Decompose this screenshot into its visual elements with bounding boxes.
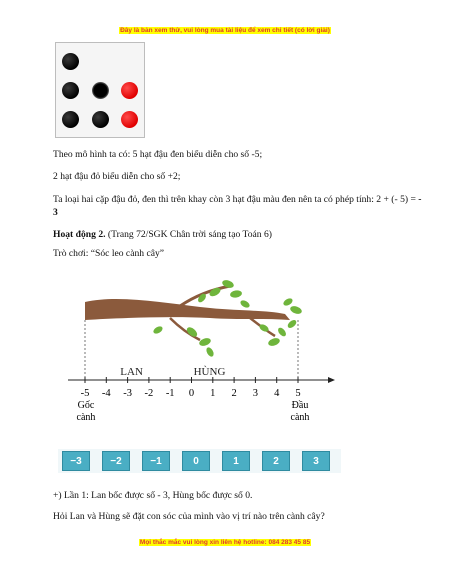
tick-label: 0 bbox=[188, 388, 195, 399]
black-bean bbox=[62, 111, 79, 128]
left-end-label-line1: Gốc bbox=[77, 400, 95, 411]
tick-label: 1 bbox=[210, 388, 216, 399]
number-card: 0 bbox=[182, 451, 210, 471]
black-bean bbox=[62, 82, 79, 99]
tick-label: 4 bbox=[274, 388, 280, 399]
right-end-label-line1: Đầu bbox=[291, 400, 309, 411]
hotline-notice-banner bbox=[0, 539, 450, 546]
tick-label: 3 bbox=[252, 388, 259, 399]
bean-model-tray bbox=[55, 42, 145, 138]
preview-notice-text: Đây là bản xem thử, vui lòng mua tài liệu để xem chi tiết (có lời giải) bbox=[120, 27, 330, 34]
hotline-notice-text: Mọi thắc mắc vui lòng xin liên hệ hotline: 084 283 45 85 bbox=[139, 539, 311, 546]
black-bean bbox=[92, 111, 109, 128]
black-bean bbox=[62, 53, 79, 70]
red-bean bbox=[121, 82, 138, 99]
question-text: Hỏi Lan và Hùng sẽ đặt con sóc của mình vào vị trí nào trên cành cây? bbox=[53, 511, 325, 522]
tick-label: 5 bbox=[295, 388, 301, 399]
paragraph-black-beans: Theo mô hình ta có: 5 hạt đậu đen biểu diễn cho số -5; bbox=[53, 149, 263, 160]
number-card-strip bbox=[58, 449, 341, 473]
number-card: −2 bbox=[102, 451, 130, 471]
number-card: 3 bbox=[302, 451, 330, 471]
tick-label: -3 bbox=[123, 388, 132, 399]
hung-label: HÙNG bbox=[193, 366, 226, 378]
calculation-text: Ta loại hai cặp đậu đỏ, đen thì trên khay còn 3 hạt đậu màu đen nên ta có phép tính: 2 + (- 5) = bbox=[53, 194, 419, 205]
tick-label: 2 bbox=[231, 388, 237, 399]
activity-title: Hoạt động 2. bbox=[53, 229, 106, 240]
game-title: Trò chơi: “Sóc leo cành cây” bbox=[53, 248, 165, 259]
activity-source: (Trang 72/SGK Chân trời sáng tạo Toán 6) bbox=[105, 229, 272, 240]
red-bean bbox=[121, 111, 138, 128]
right-end-label-line2: cành bbox=[290, 412, 310, 423]
tick-label: -2 bbox=[144, 388, 154, 399]
axis-arrow-head bbox=[328, 377, 335, 383]
lan-label: LAN bbox=[120, 366, 143, 378]
paragraph-red-beans: 2 hạt đậu đỏ biểu diễn cho số +2; bbox=[53, 171, 181, 182]
left-end-label-line2: cành bbox=[76, 412, 96, 423]
tick-label: -4 bbox=[101, 388, 111, 399]
squirrel-branch-figure bbox=[60, 280, 350, 450]
number-card: −3 bbox=[62, 451, 90, 471]
paragraph-calculation bbox=[53, 193, 425, 219]
turn-description: +) Lần 1: Lan bốc được số - 3, Hùng bốc được số 0. bbox=[53, 490, 253, 501]
activity-heading bbox=[53, 228, 425, 241]
tree-twig-lower bbox=[170, 318, 200, 340]
number-line-tick-labels bbox=[81, 388, 301, 399]
number-card: 1 bbox=[222, 451, 250, 471]
calculation-answer: - 3 bbox=[53, 194, 422, 218]
tick-label: -5 bbox=[80, 388, 90, 399]
number-card: 2 bbox=[262, 451, 290, 471]
number-card: −1 bbox=[142, 451, 170, 471]
black-bean bbox=[92, 82, 109, 99]
preview-notice-banner bbox=[0, 27, 450, 34]
tick-label: -1 bbox=[165, 388, 175, 399]
